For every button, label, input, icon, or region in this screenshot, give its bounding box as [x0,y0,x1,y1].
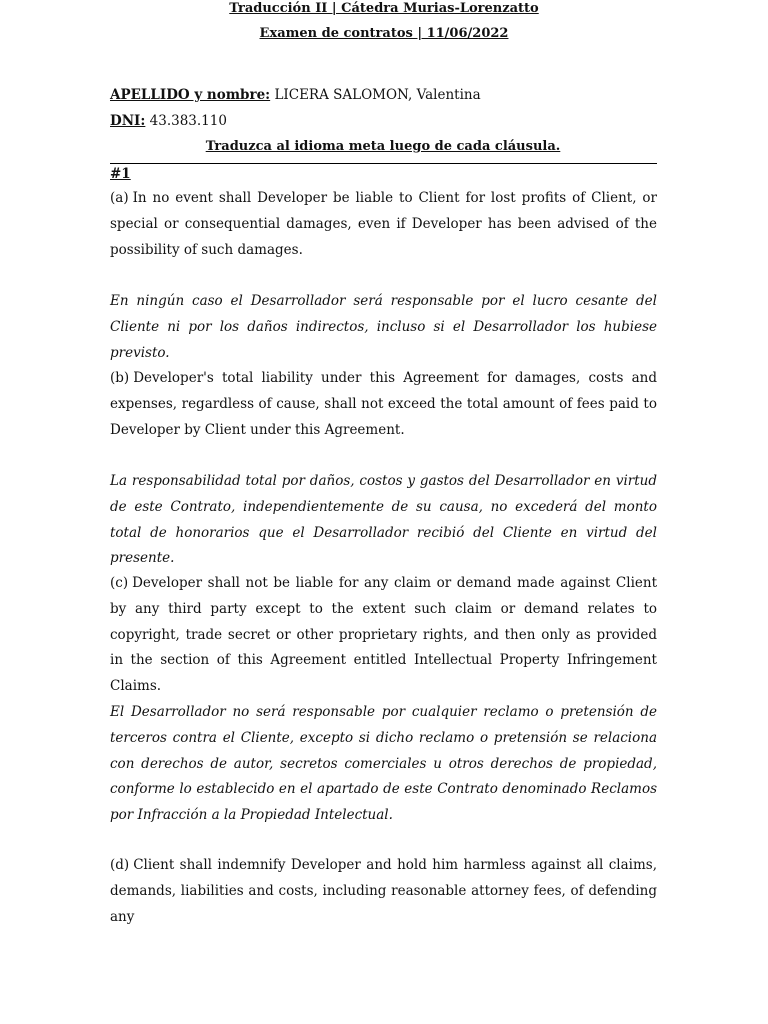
divider [110,163,657,164]
instruction-text: Traduzca al idioma meta luego de cada cláusula. [205,139,561,154]
student-dni-field [110,112,227,130]
dni-label: DNI: [110,113,146,129]
exam-title: Examen de contratos | 11/06/2022 [259,26,509,41]
course-title: Traducción II | Cátedra Murias-Lorenzatto [229,1,539,16]
name-label: APELLIDO y nombre: [110,87,271,103]
clause-b-source [110,366,657,443]
clause-d-letter: (d) [110,857,130,873]
clause-c-letter: (c) [110,575,129,591]
clause-c-translation: El Desarrollador no será responsable por cualquier reclamo o pretensión de terceros contra el Cliente, excepto si dicho reclamo o pretensión se relaciona con derechos de autor, secretos comerciales u otros derechos de propiedad, conforme lo establecido en el apartado de este Contrato denominado Reclamos por Infracción a la Propiedad Intelectual. [110,704,657,824]
clause-a-source [110,186,657,263]
clause-a-text: In no event shall Developer be liable to Client for lost profits of Client, or special or consequential damages, even if Developer has been advised of the possibility of such damages. [110,190,657,258]
student-name-field [110,86,481,104]
clause-b-letter: (b) [110,370,130,386]
dni-value: 43.383.110 [145,113,227,129]
clause-c-text: Developer shall not be liable for any claim or demand made against Client by any third party except to the extent such claim or demand relates to copyright, trade secret or other proprietary rights, and then only as provided in the section of this Agreement entitled Intellectual Property Infringement Claims. [110,575,657,695]
clause-b-text: Developer's total liability under this Agreement for damages, costs and expenses, regardless of cause, shall not exceed the total amount of fees paid to Developer by Client under this Agreement. [110,370,657,438]
clause-c-source [110,571,657,700]
clause-d-text: Client shall indemnify Developer and hold him harmless against all claims, demands, liabilities and costs, including reasonable attorney fees, of defending any [110,857,657,925]
clause-a-letter: (a) [110,190,129,206]
clause-d-source [110,853,657,930]
name-value: LICERA SALOMON, Valentina [270,87,481,103]
section-number: #1 [110,166,131,182]
clause-a-translation: En ningún caso el Desarrollador será responsable por el lucro cesante del Cliente ni por los daños indirectos, incluso si el Desarrollador los hubiese previsto. [110,293,657,361]
clause-b-translation: La responsabilidad total por daños, costos y gastos del Desarrollador en virtud de este Contrato, independientemente de su causa, no excederá del monto total de honorarios que el Desarrollador recibió del Cliente en virtud del presente. [110,473,657,567]
